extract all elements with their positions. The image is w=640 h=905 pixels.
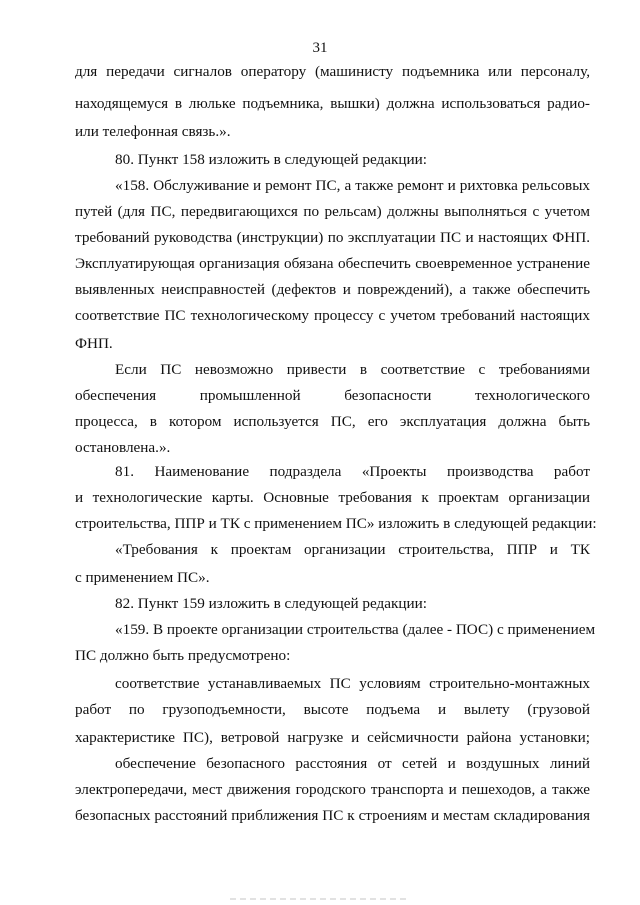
text-line: работ по грузоподъемности, высоте подъема и вылету (грузовой bbox=[75, 701, 590, 718]
text-line: выявленных неисправностей (дефектов и повреждений), а также обеспечить bbox=[75, 281, 590, 298]
text-line: 80. Пункт 158 изложить в следующей редакции: bbox=[115, 151, 428, 168]
text-line: безопасных расстояний приближения ПС к строениям и местам складирования bbox=[75, 807, 590, 824]
text-line: строительства, ППР и ТК с применением ПС» изложить в следующей редакции: bbox=[75, 515, 597, 532]
text-line: требований руководства (инструкции) по эксплуатации ПС и настоящих ФНП. bbox=[75, 229, 590, 246]
text-line: «159. В проекте организации строительства (далее - ПОС) с применением bbox=[115, 621, 596, 638]
text-line: соответствие ПС технологическому процессу с учетом требований настоящих bbox=[75, 307, 590, 324]
text-line: ПС должно быть предусмотрено: bbox=[75, 647, 291, 664]
text-line: или телефонная связь.». bbox=[75, 123, 231, 140]
text-line: обеспечение безопасного расстояния от сетей и воздушных линий bbox=[115, 755, 590, 772]
scan-edge-artifact bbox=[230, 898, 410, 900]
text-line: 81. Наименование подраздела «Проекты производства работ bbox=[115, 463, 590, 480]
text-line: 82. Пункт 159 изложить в следующей редакции: bbox=[115, 595, 428, 612]
text-line: и технологические карты. Основные требования к проектам организации bbox=[75, 489, 590, 506]
text-line: электропередачи, мест движения городского транспорта и пешеходов, а также bbox=[75, 781, 590, 798]
text-line: Если ПС невозможно привести в соответствие с требованиями bbox=[115, 361, 590, 378]
text-line: характеристике ПС), ветровой нагрузке и сейсмичности района установки; bbox=[75, 729, 590, 746]
text-line: остановлена.». bbox=[75, 439, 171, 456]
text-line: соответствие устанавливаемых ПС условиям строительно-монтажных bbox=[115, 675, 590, 692]
text-line: для передачи сигналов оператору (машинисту подъемника или персоналу, bbox=[75, 63, 590, 80]
text-line: с применением ПС». bbox=[75, 569, 210, 586]
text-line: путей (для ПС, передвигающихся по рельсам) должны выполняться с учетом bbox=[75, 203, 590, 220]
page-number: 31 bbox=[312, 40, 328, 56]
text-line: ФНП. bbox=[75, 335, 113, 352]
text-line: Эксплуатирующая организация обязана обеспечить своевременное устранение bbox=[75, 255, 590, 272]
text-line: «Требования к проектам организации строительства, ППР и ТК bbox=[115, 541, 590, 558]
text-line: обеспечения промышленной безопасности технологического bbox=[75, 387, 590, 404]
text-line: процесса, в котором используется ПС, его эксплуатация должна быть bbox=[75, 413, 590, 430]
text-line: «158. Обслуживание и ремонт ПС, а также ремонт и рихтовка рельсовых bbox=[115, 177, 590, 194]
text-line: находящемуся в люльке подъемника, вышки) должна использоваться радио- bbox=[75, 95, 590, 112]
